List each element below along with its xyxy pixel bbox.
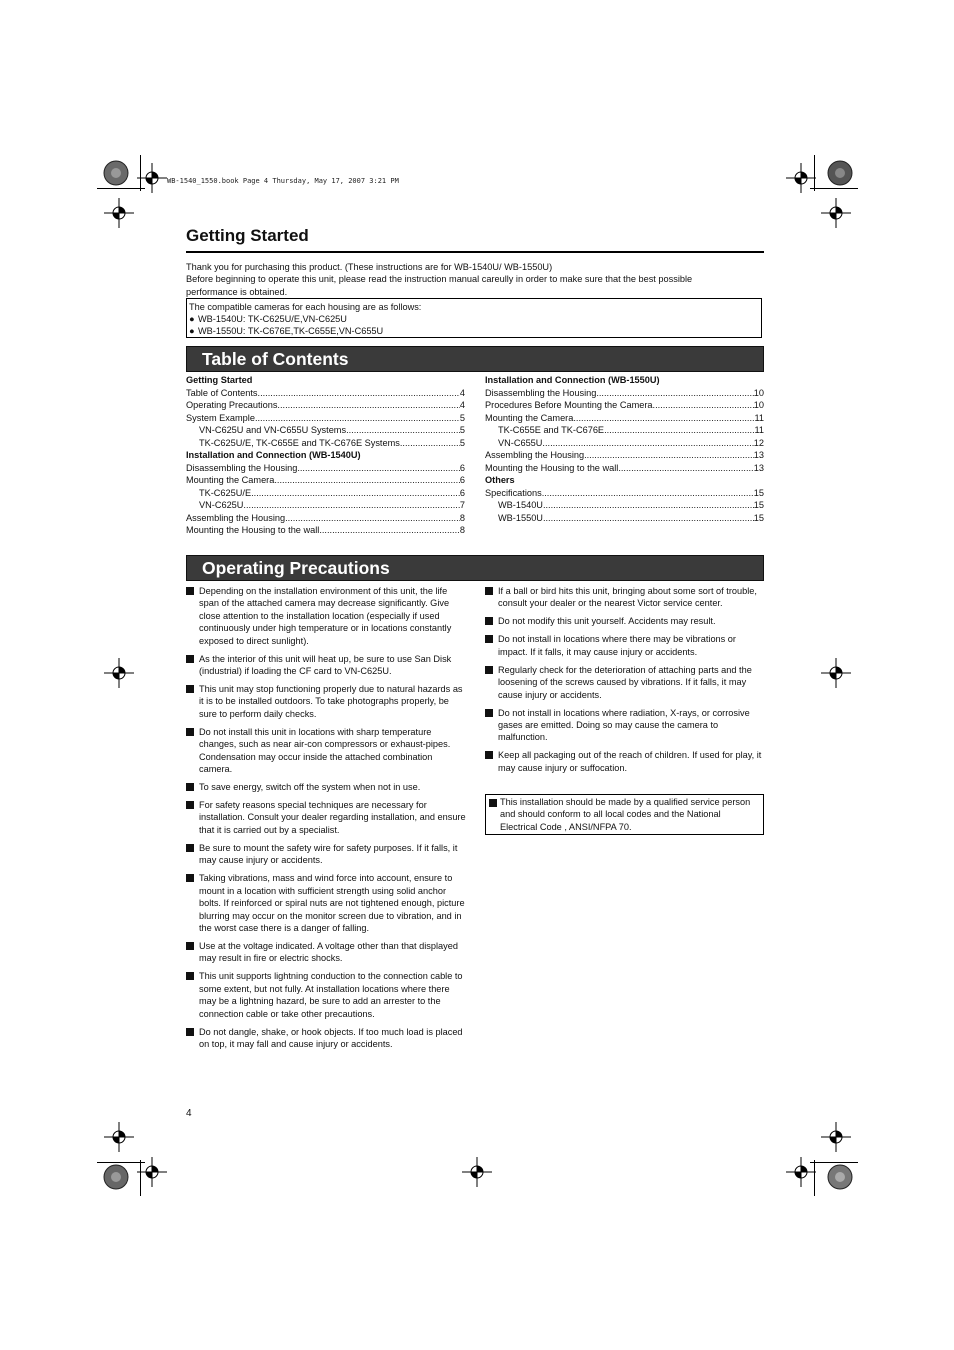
toc-entry-title: Disassembling the Housing xyxy=(485,387,597,398)
toc-banner xyxy=(186,346,764,372)
toc-page-number: 5 xyxy=(459,425,465,435)
toc-leader-dots xyxy=(542,437,753,450)
toc-entry[interactable] xyxy=(485,449,764,462)
toc-page-number: 4 xyxy=(459,387,465,398)
toc-page-number: 6 xyxy=(459,475,465,485)
crop-line xyxy=(97,1162,145,1163)
toc-entry-title: Mounting the Housing to the wall xyxy=(485,462,619,473)
toc-page-number: 6 xyxy=(459,487,465,498)
toc-leader-dots xyxy=(543,499,754,512)
toc-page-number: 6 xyxy=(459,462,465,473)
precaution-item: Depending on the installation environment of this unit, the life span of the attached camera may decrease significantly. Give close attention to the installation location (especially if used continuously under high temperature or in locations constantly exposed to direct sunlight). xyxy=(186,585,466,647)
precaution-item: Taking vibrations, mass and wind force into account, ensure to mount in a location with sufficient strength using solid anchor bolts. If reinforced or spiral nuts are not tightened enough, picture blurring may occur on the monitor screen due to vibration, and in the worst case there is a danger of falling. xyxy=(186,872,466,934)
toc-leader-dots xyxy=(653,399,754,412)
registration-mark-icon xyxy=(104,658,134,688)
color-disc-bottom-left xyxy=(103,1164,129,1190)
color-disc-top-left xyxy=(103,160,129,186)
crop-line xyxy=(814,1160,815,1196)
toc-entry[interactable] xyxy=(186,412,465,425)
precaution-item: Do not modify this unit yourself. Accidents may result. xyxy=(485,615,764,627)
registration-mark-icon xyxy=(462,1157,492,1187)
intro-line: performance is obtained. xyxy=(186,286,288,297)
toc-leader-dots xyxy=(584,449,754,462)
toc-entry[interactable] xyxy=(485,424,764,437)
crop-line xyxy=(814,155,815,191)
toc-leader-dots xyxy=(285,512,460,525)
toc-page-number: 8 xyxy=(459,525,465,535)
heading-rule xyxy=(186,251,764,253)
precautions-column-right xyxy=(485,585,764,780)
toc-entry-title: Assembling the Housing xyxy=(485,450,585,460)
toc-leader-dots xyxy=(543,512,754,525)
section-heading-getting-started: Getting Started xyxy=(186,226,309,245)
intro-text xyxy=(186,261,764,298)
precaution-item: Do not install in locations where radiation, X-rays, or corrosive gases are emitted. Doing so may cause the camera to malfunction. xyxy=(485,707,764,744)
precaution-item: Do not dangle, shake, or hook objects. If too much load is placed on top, it may fall and cause injury or accidents. xyxy=(186,1026,466,1051)
toc-entry[interactable] xyxy=(186,424,465,437)
toc-entry[interactable] xyxy=(485,412,764,425)
precaution-item: Use at the voltage indicated. A voltage other than that displayed may result in fire or electric shocks. xyxy=(186,940,466,965)
toc-page-number: 15 xyxy=(753,512,764,523)
bullet-icon: ● xyxy=(189,326,195,336)
toc-leader-dots xyxy=(542,487,754,500)
registration-mark-icon xyxy=(821,198,851,228)
toc-entry[interactable] xyxy=(186,437,465,450)
crop-line xyxy=(97,188,145,189)
toc-entry[interactable] xyxy=(186,524,465,537)
color-disc-bottom-right xyxy=(827,1164,853,1190)
registration-mark-icon xyxy=(821,1122,851,1152)
toc-entry-title: Operating Precautions xyxy=(186,400,278,410)
intro-line: Thank you for purchasing this product. (These instructions are for WB-1540U/ WB-1550U) xyxy=(186,262,553,272)
toc-page-number: 5 xyxy=(459,437,465,448)
compat-item: ● WB-1550U: TK-C676E,TK-C655E,VN-C655U xyxy=(189,326,384,336)
precaution-item: Keep all packaging out of the reach of children. If used for play, it may cause injury or suffocation. xyxy=(485,749,764,774)
toc-entry-title: Assembling the Housing xyxy=(186,512,286,523)
toc-page-number: 13 xyxy=(753,450,764,460)
toc-entry-title: TK-C625U/E, TK-C655E and TK-C676E Systems xyxy=(199,437,400,448)
installation-note-box: This installation should be made by a qualified service person and should conform to all local codes and the National Electrical Code , ANSI/NFPA 70. xyxy=(485,794,764,835)
toc-leader-dots xyxy=(277,399,459,412)
toc-entry[interactable] xyxy=(485,462,764,475)
toc-entry-title: TK-C655E and TK-C676E xyxy=(498,425,605,435)
toc-page-number: 15 xyxy=(753,487,764,498)
toc-page-number: 7 xyxy=(459,500,465,510)
toc-section-title: Getting Started xyxy=(186,375,253,385)
toc-leader-dots xyxy=(297,462,460,475)
toc-entry[interactable] xyxy=(485,437,764,450)
precautions-banner xyxy=(186,555,764,581)
toc-entry-title: Mounting the Camera xyxy=(485,412,574,423)
precautions-column-left xyxy=(186,585,466,1056)
toc-page-number: 11 xyxy=(754,425,764,435)
toc-page-number: 10 xyxy=(753,400,764,410)
toc-page-number: 8 xyxy=(459,512,465,523)
toc-page-number: 15 xyxy=(753,500,764,510)
toc-entry-title: Table of Contents xyxy=(186,387,258,398)
compat-title: The compatible cameras for each housing are as follows: xyxy=(189,302,422,312)
toc-entry-title: Procedures Before Mounting the Camera xyxy=(485,400,653,410)
toc-leader-dots xyxy=(243,499,459,512)
toc-entry-title: Specifications xyxy=(485,487,542,498)
toc-entry[interactable] xyxy=(186,512,465,525)
precaution-item: Be sure to mount the safety wire for safety purposes. If it falls, it may cause injury or accidents. xyxy=(186,842,466,867)
precaution-item: This unit supports lightning conduction to the connection cable to some extent, but not fully. At installation locations where there may be a lightning hazard, be sure to add an arrester to the connection cable or take other precautions. xyxy=(186,970,466,1020)
toc-entry[interactable] xyxy=(485,399,764,412)
color-disc-top-right xyxy=(827,160,853,186)
precaution-item: This unit may stop functioning properly due to natural hazards as it is to be installed outdoors. To take photographs properly, be sure to perform daily checks. xyxy=(186,683,466,720)
precaution-item: If a ball or bird hits this unit, bringing about some sort of trouble, consult your dealer or the nearest Victor service center. xyxy=(485,585,764,610)
toc-leader-dots xyxy=(346,424,460,437)
toc-page-number: 4 xyxy=(459,400,465,410)
toc-entry-title: WB-1540U xyxy=(498,500,543,510)
crop-line xyxy=(810,1162,858,1163)
intro-line: Before beginning to operate this unit, please read the instruction manual careully in order to make sure that the best possible xyxy=(186,274,693,285)
toc-entry-title: VN-C625U xyxy=(199,500,244,510)
page-number: 4 xyxy=(186,1108,192,1119)
toc-leader-dots xyxy=(258,387,460,400)
precautions-heading: Operating Precautions xyxy=(202,558,390,578)
toc-leader-dots xyxy=(596,387,753,400)
toc-entry[interactable] xyxy=(186,499,465,512)
toc-leader-dots xyxy=(604,424,754,437)
compatible-cameras-box xyxy=(186,298,762,338)
toc-entry[interactable] xyxy=(485,499,764,512)
crop-line xyxy=(140,155,141,191)
toc-page-number: 11 xyxy=(754,412,764,423)
toc-page-number: 13 xyxy=(753,462,764,473)
toc-page-number: 10 xyxy=(753,387,764,398)
toc-entry[interactable] xyxy=(485,387,764,400)
toc-leader-dots xyxy=(274,474,460,487)
print-header: WB-1540_1550.book Page 4 Thursday, May 17, 2007 3:21 PM xyxy=(167,177,399,185)
toc-leader-dots xyxy=(251,487,460,500)
toc-entry-title: System Example xyxy=(186,412,255,423)
toc-column-left xyxy=(186,374,465,537)
toc-entry-title: Mounting the Camera xyxy=(186,475,275,485)
toc-entry[interactable] xyxy=(186,462,465,475)
toc-leader-dots xyxy=(319,524,460,537)
precaution-item: Regularly check for the deterioration of attaching parts and the loosening of the screws caused by vibrations. If it falls, it may cause injury or accidents. xyxy=(485,664,764,701)
toc-section-title: Installation and Connection (WB-1550U) xyxy=(485,375,660,385)
precaution-item: For safety reasons special techniques are necessary for installation. Consult your dealer regarding installation, and ensure that it is carried out by a specialist. xyxy=(186,799,466,836)
toc-entry[interactable] xyxy=(485,487,764,500)
toc-leader-dots xyxy=(618,462,753,475)
crop-line xyxy=(810,188,858,189)
toc-page-number: 12 xyxy=(753,437,764,448)
precaution-item: Do not install in locations where there may be vibrations or impact. If it falls, it may cause injury or accidents. xyxy=(485,633,764,658)
toc-entry-title: WB-1550U xyxy=(498,512,543,523)
toc-column-right xyxy=(485,374,764,524)
toc-entry-title: Mounting the Housing to the wall xyxy=(186,525,320,535)
toc-entry[interactable] xyxy=(186,474,465,487)
toc-entry[interactable] xyxy=(186,487,465,500)
precaution-item: To save energy, switch off the system when not in use. xyxy=(186,781,466,793)
registration-mark-icon xyxy=(104,1122,134,1152)
toc-heading: Table of Contents xyxy=(202,349,349,369)
toc-leader-dots xyxy=(573,412,754,425)
precaution-item: As the interior of this unit will heat up, be sure to use San Disk (industrial) if loading the CF card to VN-C625U. xyxy=(186,653,466,678)
crop-line xyxy=(140,1160,141,1196)
toc-entry[interactable] xyxy=(186,399,465,412)
toc-leader-dots xyxy=(255,412,460,425)
toc-entry-title: VN-C625U and VN-C655U Systems xyxy=(199,425,347,435)
toc-entry[interactable] xyxy=(186,387,465,400)
registration-mark-icon xyxy=(821,658,851,688)
toc-entry-title: VN-C655U xyxy=(498,437,543,448)
compat-item: ● WB-1540U: TK-C625U/E,VN-C625U xyxy=(189,314,347,324)
bullet-icon: ● xyxy=(189,314,195,324)
precaution-item: Do not install this unit in locations with sharp temperature changes, such as near air-con compressors or exhaust-pipes. Condensation may occur inside the attached combination camera. xyxy=(186,726,466,776)
toc-entry-title: Disassembling the Housing xyxy=(186,462,298,473)
registration-mark-icon xyxy=(104,198,134,228)
toc-section-title: Installation and Connection (WB-1540U) xyxy=(186,450,361,460)
toc-leader-dots xyxy=(400,437,460,450)
toc-entry[interactable] xyxy=(485,512,764,525)
toc-section-title: Others xyxy=(485,475,515,485)
toc-entry-title: TK-C625U/E xyxy=(199,487,252,498)
toc-page-number: 5 xyxy=(459,412,465,423)
